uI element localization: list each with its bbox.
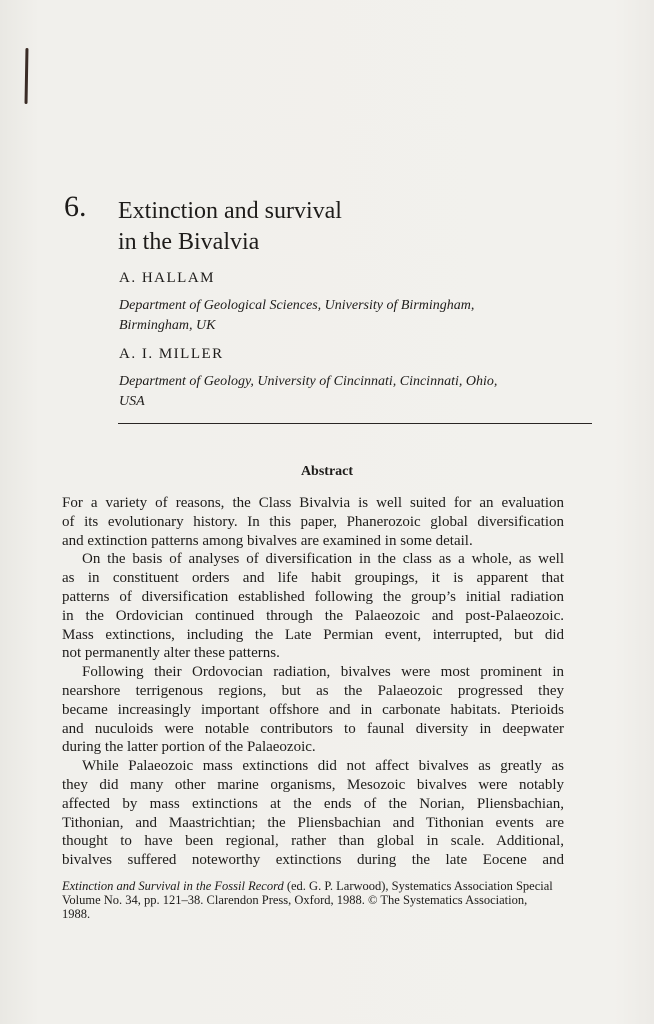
abstract-line: Mass extinctions, including the Late Permian event, interrupted, but did xyxy=(62,626,564,643)
abstract-line: Following their Ordovocian radiation, bivalves were most prominent in xyxy=(82,664,564,681)
chapter-title xyxy=(118,196,342,258)
abstract-line: not permanently alter these patterns. xyxy=(62,645,280,662)
affiliation-line: Department of Geology, University of Cincinnati, Cincinnati, Ohio, xyxy=(119,374,498,389)
divider-rule xyxy=(118,423,592,424)
abstract-line: patterns of diversification established following the group’s initial radiation xyxy=(62,588,564,605)
abstract-paragraph xyxy=(62,550,564,663)
abstract-line: Tithonian, and Maastrichtian; the Pliensbachian and Tithonian events are xyxy=(62,814,564,831)
abstract-line: and nuculoids were notable contributors to faunal diversity in deepwater xyxy=(62,720,564,737)
abstract-line: affected by mass extinctions at the ends of the Norian, Pliensbachian, xyxy=(62,795,564,812)
abstract-line: became increasingly important offshore and in carbonate habitats. Pterioids xyxy=(62,701,564,718)
affiliation-line: Department of Geological Sciences, University of Birmingham, xyxy=(119,298,475,313)
author-name: A. I. MILLER xyxy=(119,346,224,362)
footnote-text: (ed. G. P. Larwood), Systematics Association Special xyxy=(283,879,553,893)
author-block-1 xyxy=(119,270,589,336)
chapter-heading xyxy=(64,190,342,258)
abstract-line: bivalves suffered noteworthy extinctions during the late Eocene and xyxy=(62,852,564,869)
author-block-2 xyxy=(119,346,589,412)
abstract-line: during the latter portion of the Palaeozoic. xyxy=(62,739,316,756)
abstract-paragraph xyxy=(62,757,564,870)
abstract-line: For a variety of reasons, the Class Bivalvia is well suited for an evaluation xyxy=(62,495,564,511)
author-name: A. HALLAM xyxy=(119,270,215,286)
abstract-line: of its evolutionary history. In this paper, Phanerozoic global diversification xyxy=(62,513,564,530)
author-affiliation xyxy=(119,296,589,336)
affiliation-line: USA xyxy=(119,394,145,409)
author-affiliation xyxy=(119,372,589,412)
abstract-body xyxy=(62,494,564,870)
footnote-line: Volume No. 34, pp. 121–38. Clarendon Press, Oxford, 1988. © The Systematics Association, xyxy=(62,893,528,907)
abstract-line: in the Ordovician continued through the Palaeozoic and post-Palaeozoic. xyxy=(62,607,564,624)
abstract-line: While Palaeozoic mass extinctions did not affect bivalves as greatly as xyxy=(82,758,564,775)
abstract-line: On the basis of analyses of diversification in the class as a whole, as well xyxy=(82,551,564,568)
abstract-line: and extinction patterns among bivalves are examined in some detail. xyxy=(62,532,473,549)
abstract-paragraph xyxy=(62,494,564,550)
footnote-line xyxy=(62,879,564,893)
abstract-line: nearshore terrigenous regions, but as the Palaeozoic progressed they xyxy=(62,682,564,699)
footnote-line: 1988. xyxy=(62,907,91,921)
chapter-number: 6. xyxy=(64,190,87,223)
footnote xyxy=(62,879,564,921)
abstract-paragraph xyxy=(62,663,564,757)
abstract-heading: Abstract xyxy=(300,464,354,479)
abstract-line: as in constituent orders and life habit groupings, it is apparent that xyxy=(62,570,564,587)
chapter-title-line: in the Bivalvia xyxy=(118,229,260,255)
chapter-title-line: Extinction and survival xyxy=(118,198,342,224)
abstract-line: thought to have been regional, rather than global in scale. Additional, xyxy=(62,833,564,850)
footnote-book-title: Extinction and Survival in the Fossil Record xyxy=(62,879,284,893)
affiliation-line: Birmingham, UK xyxy=(119,318,216,333)
abstract-line: they did many other marine organisms, Mesozoic bivalves were notably xyxy=(62,776,564,793)
pen-mark xyxy=(25,48,29,104)
